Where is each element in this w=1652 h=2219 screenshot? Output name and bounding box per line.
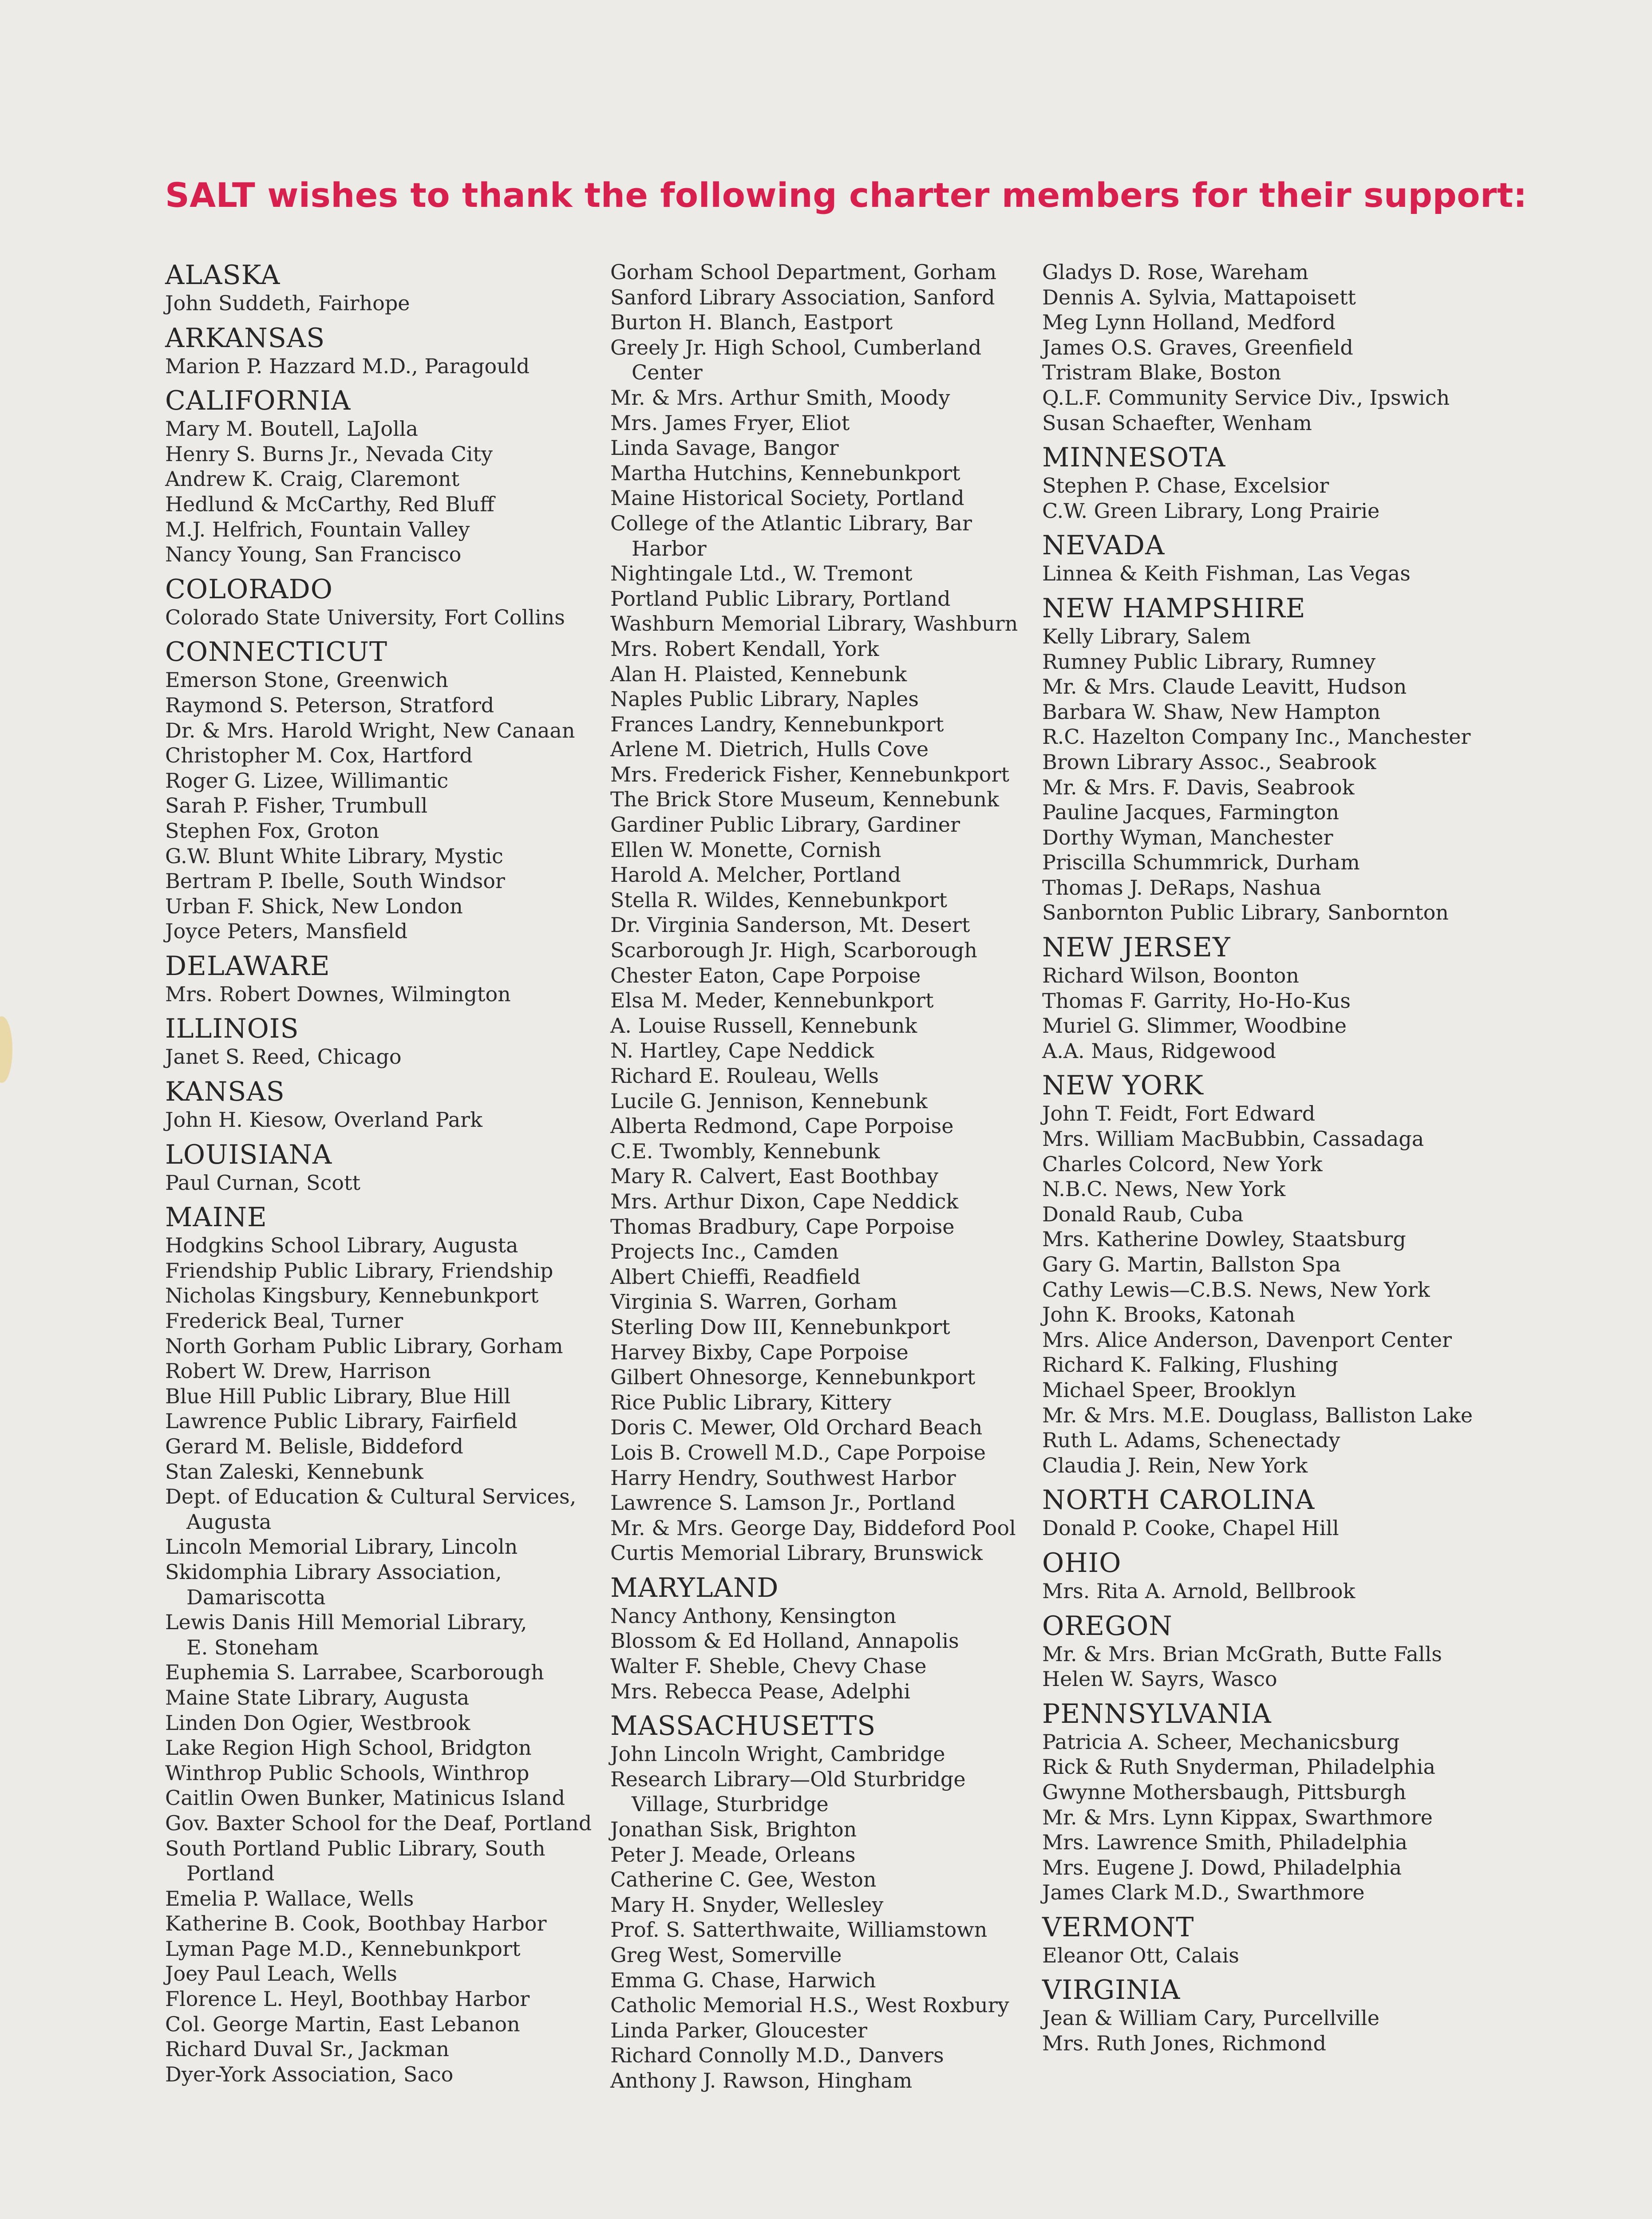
member-entry: John Lincoln Wright, Cambridge [610,1742,945,1766]
member-entry: Elsa M. Meder, Kennebunkport [610,988,934,1013]
member-entry: Frances Landry, Kennebunkport [610,712,944,736]
member-entry: Gilbert Ohnesorge, Kennebunkport [610,1365,976,1390]
member-entry: Mrs. Robert Downes, Wilmington [165,982,511,1006]
member-entry: Prof. S. Satterthwaite, Williamstown [610,1918,988,1942]
state-heading: NEW JERSEY [1042,932,1231,963]
state-heading: COLORADO [165,573,333,605]
member-entry: Q.L.F. Community Service Div., Ipswich [1042,385,1450,410]
page-edge-tab [0,1016,12,1083]
member-entry-continuation: Harbor [632,536,707,561]
member-entry-continuation: Damariscotta [186,1585,326,1609]
member-entry: Claudia J. Rein, New York [1042,1453,1308,1477]
member-entry: Roger G. Lizee, Willimantic [165,768,449,793]
member-entry: Emma G. Chase, Harwich [610,1968,876,1992]
member-entry: N.B.C. News, New York [1042,1177,1286,1201]
member-entry-continuation: Village, Sturbridge [632,1792,829,1816]
member-entry: Richard Duval Sr., Jackman [165,2037,449,2061]
member-entry: South Portland Public Library, South [165,1836,545,1860]
member-entry: A. Louise Russell, Kennebunk [610,1013,917,1038]
member-entry: Linda Savage, Bangor [610,436,839,460]
member-entry: Michael Speer, Brooklyn [1042,1378,1296,1402]
members-column-3 [1042,260,1473,2056]
member-entry: Mrs. Robert Kendall, York [610,636,879,661]
member-entry: Susan Schaefter, Wenham [1042,411,1312,435]
member-entry: Florence L. Heyl, Boothbay Harbor [165,1987,530,2011]
member-entry: Charles Colcord, New York [1042,1152,1323,1176]
member-entry: M.J. Helfrich, Fountain Valley [165,517,470,541]
member-entry: Portland Public Library, Portland [610,586,951,611]
state-heading: CONNECTICUT [165,636,388,668]
member-entry: Gladys D. Rose, Wareham [1042,260,1309,284]
member-entry: Paul Curnan, Scott [165,1170,360,1195]
state-heading: PENNSYLVANIA [1042,1698,1272,1729]
member-entry: Mr. & Mrs. Claude Leavitt, Hudson [1042,675,1407,699]
state-heading: ALASKA [165,260,281,291]
member-entry-continuation: Portland [186,1861,275,1886]
member-entry: C.E. Twombly, Kennebunk [610,1139,880,1163]
page-title: SALT wishes to thank the following charter members for their support: [165,175,1527,215]
state-heading: LOUISIANA [165,1139,332,1170]
state-heading: NEW HAMPSHIRE [1042,592,1306,624]
member-entry: Caitlin Owen Bunker, Matinicus Island [165,1786,565,1810]
member-entry: Ellen W. Monette, Cornish [610,837,881,862]
member-entry: Gwynne Mothersbaugh, Pittsburgh [1042,1780,1407,1804]
state-heading: MARYLAND [610,1572,779,1603]
member-entry: Thomas F. Garrity, Ho-Ho-Kus [1042,988,1351,1013]
member-entry: North Gorham Public Library, Gorham [165,1334,563,1358]
member-entry: Blue Hill Public Library, Blue Hill [165,1384,511,1408]
member-entry: Stella R. Wildes, Kennebunkport [610,888,947,912]
member-entry: Marion P. Hazzard M.D., Paragould [165,354,530,378]
member-entry: Robert W. Drew, Harrison [165,1359,431,1383]
member-entry: Chester Eaton, Cape Porpoise [610,963,921,987]
member-entry: Lois B. Crowell M.D., Cape Porpoise [610,1440,986,1465]
member-entry: Harry Hendry, Southwest Harbor [610,1465,956,1490]
member-entry: Emelia P. Wallace, Wells [165,1886,414,1911]
member-entry: Hedlund & McCarthy, Red Bluff [165,492,494,516]
member-entry: Research Library—Old Sturbridge [610,1767,966,1791]
member-entry: Eleanor Ott, Calais [1042,1943,1239,1967]
state-heading: ARKANSAS [165,322,325,354]
member-entry: Richard K. Falking, Flushing [1042,1353,1338,1377]
member-entry: Mr. & Mrs. M.E. Douglass, Balliston Lake [1042,1403,1473,1427]
member-entry: Skidomphia Library Association, [165,1560,502,1584]
members-column-1 [165,260,592,2087]
member-entry: Muriel G. Slimmer, Woodbine [1042,1014,1347,1038]
member-entry: Dr. & Mrs. Harold Wright, New Canaan [165,718,575,742]
member-entry: Gov. Baxter School for the Deaf, Portland [165,1811,592,1835]
state-heading: CALIFORNIA [165,385,351,417]
member-entry: N. Hartley, Cape Neddick [610,1038,874,1063]
member-entry: Rice Public Library, Kittery [610,1390,892,1414]
member-entry: Mr. & Mrs. George Day, Biddeford Pool [610,1516,1016,1540]
member-entry: Friendship Public Library, Friendship [165,1258,553,1283]
member-entry: C.W. Green Library, Long Prairie [1042,498,1380,523]
member-entry: Mrs. Rita A. Arnold, Bellbrook [1042,1579,1356,1603]
member-entry: Sarah P. Fisher, Trumbull [165,794,428,818]
member-entry: Dr. Virginia Sanderson, Mt. Desert [610,913,970,937]
state-heading: OREGON [1042,1610,1173,1642]
member-entry: Walter F. Sheble, Chevy Chase [610,1654,927,1678]
member-entry: Lewis Danis Hill Memorial Library, [165,1610,527,1635]
member-entry: Mary R. Calvert, East Boothbay [610,1164,939,1188]
member-entry: Andrew K. Craig, Claremont [165,467,460,491]
member-entry: Stephen Fox, Groton [165,818,379,843]
member-entry: Dorthy Wyman, Manchester [1042,825,1333,849]
member-entry: Peter J. Meade, Orleans [610,1842,856,1867]
member-entry: Richard Connolly M.D., Danvers [610,2043,944,2068]
member-entry: Greely Jr. High School, Cumberland [610,335,982,359]
member-entry: Henry S. Burns Jr., Nevada City [165,442,493,466]
member-entry: Mrs. Frederick Fisher, Kennebunkport [610,762,1009,786]
state-heading: KANSAS [165,1076,285,1108]
member-entry: Thomas Bradbury, Cape Porpoise [610,1214,955,1239]
member-entry: Anthony J. Rawson, Hingham [610,2068,913,2093]
member-entry: Rumney Public Library, Rumney [1042,649,1376,674]
member-entry: Gardiner Public Library, Gardiner [610,813,960,837]
member-entry: Alan H. Plaisted, Kennebunk [610,662,907,686]
member-entry: Frederick Beal, Turner [165,1309,403,1333]
member-entry: Barbara W. Shaw, New Hampton [1042,699,1381,724]
member-entry: Christopher M. Cox, Hartford [165,743,473,768]
member-entry: Hodgkins School Library, Augusta [165,1233,518,1258]
member-entry: Thomas J. DeRaps, Nashua [1042,875,1321,900]
member-entry: John T. Feidt, Fort Edward [1042,1102,1316,1126]
member-entry: Emerson Stone, Greenwich [165,668,449,692]
member-entry: Mr. & Mrs. Arthur Smith, Moody [610,385,950,410]
member-entry: Nightingale Ltd., W. Tremont [610,561,913,586]
member-entry: Katherine B. Cook, Boothbay Harbor [165,1911,547,1936]
member-entry: G.W. Blunt White Library, Mystic [165,844,503,868]
members-column-2 [610,260,1018,2093]
member-entry: Arlene M. Dietrich, Hulls Cove [610,737,929,762]
member-entry: Burton H. Blanch, Eastport [610,310,893,335]
member-entry-continuation: Augusta [186,1509,272,1534]
member-entry: Lucile G. Jennison, Kennebunk [610,1089,928,1113]
member-entry: Virginia S. Warren, Gorham [610,1290,897,1314]
member-entry: Linda Parker, Gloucester [610,2018,868,2042]
member-entry: Mrs. James Fryer, Eliot [610,411,850,435]
member-entry: Mr. & Mrs. Brian McGrath, Butte Falls [1042,1642,1442,1666]
member-entry: Mary M. Boutell, LaJolla [165,417,418,441]
member-entry: Mrs. Arthur Dixon, Cape Neddick [610,1189,959,1213]
member-entry: Pauline Jacques, Farmington [1042,800,1340,825]
member-entry: Dept. of Education & Cultural Services, [165,1485,577,1509]
member-entry: Gorham School Department, Gorham [610,260,997,284]
member-entry: Tristram Blake, Boston [1042,360,1281,385]
member-entry: Projects Inc., Camden [610,1240,839,1264]
member-entry: Winthrop Public Schools, Winthrop [165,1761,530,1785]
state-heading: DELAWARE [165,950,330,982]
member-entry: Janet S. Reed, Chicago [165,1045,402,1069]
member-entry: Mary H. Snyder, Wellesley [610,1892,884,1917]
member-entry: Nancy Young, San Francisco [165,542,462,567]
member-entry: Kelly Library, Salem [1042,624,1251,648]
member-entry: Scarborough Jr. High, Scarborough [610,938,977,963]
member-entry: Raymond S. Peterson, Stratford [165,693,494,717]
member-entry: Donald Raub, Cuba [1042,1202,1244,1226]
member-entry: Doris C. Mewer, Old Orchard Beach [610,1415,983,1440]
member-entry: Lyman Page M.D., Kennebunkport [165,1936,521,1961]
member-entry: Jean & William Cary, Purcellville [1042,2006,1379,2030]
member-entry: Mrs. Rebecca Pease, Adelphi [610,1679,911,1703]
member-entry: Joey Paul Leach, Wells [165,1962,397,1986]
member-entry: Stan Zaleski, Kennebunk [165,1459,423,1484]
member-entry: Linnea & Keith Fishman, Las Vegas [1042,561,1411,586]
member-entry: Linden Don Ogier, Westbrook [165,1710,470,1735]
member-entry: Mrs. Katherine Dowley, Staatsburg [1042,1227,1406,1252]
member-entry: Dyer-York Association, Saco [165,2062,454,2086]
member-entry: John H. Kiesow, Overland Park [165,1108,483,1132]
member-entry: Ruth L. Adams, Schenectady [1042,1428,1340,1453]
state-heading: OHIO [1042,1547,1122,1579]
member-entry: Mrs. William MacBubbin, Cassadaga [1042,1127,1424,1151]
member-entry: Gary G. Martin, Ballston Spa [1042,1252,1341,1276]
member-entry: Lawrence S. Lamson Jr., Portland [610,1491,956,1515]
state-heading: VIRGINIA [1042,1974,1181,2006]
member-entry: Dennis A. Sylvia, Mattapoisett [1042,285,1356,309]
state-heading: VERMONT [1042,1911,1194,1943]
member-entry: Stephen P. Chase, Excelsior [1042,474,1329,498]
member-entry: Cathy Lewis—C.B.S. News, New York [1042,1277,1430,1302]
member-entry: Mrs. Lawrence Smith, Philadelphia [1042,1830,1407,1855]
member-entry: Col. George Martin, East Lebanon [165,2012,520,2036]
member-entry: Urban F. Shick, New London [165,894,463,918]
member-entry: Alberta Redmond, Cape Porpoise [610,1114,954,1138]
state-heading: NORTH CAROLINA [1042,1485,1315,1516]
member-entry: Maine State Library, Augusta [165,1685,470,1710]
member-entry: Catherine C. Gee, Weston [610,1868,877,1892]
member-entry: Lake Region High School, Bridgton [165,1736,532,1760]
member-entry: James Clark M.D., Swarthmore [1042,1880,1365,1905]
member-entry: Catholic Memorial H.S., West Roxbury [610,1993,1009,2018]
member-entry: Gerard M. Belisle, Biddeford [165,1434,463,1458]
member-entry: Jonathan Sisk, Brighton [610,1817,857,1842]
member-entry: Sanford Library Association, Sanford [610,285,995,309]
member-entry: A.A. Maus, Ridgewood [1042,1038,1276,1063]
member-entry: Patricia A. Scheer, Mechanicsburg [1042,1729,1400,1754]
member-entry: Euphemia S. Larrabee, Scarborough [165,1660,544,1685]
member-entry: John Suddeth, Fairhope [165,291,410,315]
member-entry: Donald P. Cooke, Chapel Hill [1042,1516,1339,1540]
member-entry: Greg West, Somerville [610,1943,842,1967]
member-entry: Sterling Dow III, Kennebunkport [610,1315,950,1339]
member-entry: Brown Library Assoc., Seabrook [1042,750,1376,774]
member-entry: Joyce Peters, Mansfield [165,919,408,944]
member-entry: Richard Wilson, Boonton [1042,963,1299,988]
state-heading: MAINE [165,1202,267,1233]
state-heading: NEVADA [1042,530,1165,561]
member-entry: Lincoln Memorial Library, Lincoln [165,1535,518,1559]
member-entry: Bertram P. Ibelle, South Windsor [165,869,505,893]
member-entry: Mrs. Eugene J. Dowd, Philadelphia [1042,1855,1402,1879]
member-entry: Sanbornton Public Library, Sanbornton [1042,900,1449,925]
member-entry: Washburn Memorial Library, Washburn [610,612,1018,636]
state-heading: MASSACHUSETTS [610,1710,876,1742]
member-entry: Harold A. Melcher, Portland [610,863,901,887]
member-entry: Meg Lynn Holland, Medford [1042,310,1336,335]
state-heading: MINNESOTA [1042,442,1226,474]
member-entry: Mrs. Ruth Jones, Richmond [1042,2031,1326,2056]
member-entry: Naples Public Library, Naples [610,687,919,711]
member-entry: Nancy Anthony, Kensington [610,1603,897,1628]
member-entry: Mr. & Mrs. F. Davis, Seabrook [1042,775,1355,799]
member-entry: Harvey Bixby, Cape Porpoise [610,1340,909,1364]
member-entry: Nicholas Kingsbury, Kennebunkport [165,1283,539,1308]
member-entry: Lawrence Public Library, Fairfield [165,1409,518,1433]
member-entry: James O.S. Graves, Greenfield [1042,335,1353,359]
member-entry: Colorado State University, Fort Collins [165,605,565,629]
member-entry: Albert Chieffi, Readfield [610,1264,861,1289]
member-entry: Helen W. Sayrs, Wasco [1042,1667,1277,1691]
member-entry: Mrs. Alice Anderson, Davenport Center [1042,1327,1452,1352]
state-heading: NEW YORK [1042,1070,1204,1102]
member-entry: The Brick Store Museum, Kennebunk [610,787,999,812]
member-entry: Martha Hutchins, Kennebunkport [610,461,960,485]
state-heading: ILLINOIS [165,1013,299,1045]
member-entry: R.C. Hazelton Company Inc., Manchester [1042,725,1471,749]
member-entry-continuation: E. Stoneham [186,1635,319,1659]
member-entry: Curtis Memorial Library, Brunswick [610,1541,983,1565]
member-entry: Rick & Ruth Snyderman, Philadelphia [1042,1755,1435,1779]
member-entry: College of the Atlantic Library, Bar [610,511,972,535]
member-entry: Priscilla Schummrick, Durham [1042,850,1360,875]
member-entry-continuation: Center [632,360,703,385]
member-entry: John K. Brooks, Katonah [1042,1303,1296,1327]
member-entry: Maine Historical Society, Portland [610,486,964,510]
member-entry: Blossom & Ed Holland, Annapolis [610,1629,959,1653]
member-entry: Mr. & Mrs. Lynn Kippax, Swarthmore [1042,1805,1433,1829]
member-entry: Richard E. Rouleau, Wells [610,1064,879,1088]
